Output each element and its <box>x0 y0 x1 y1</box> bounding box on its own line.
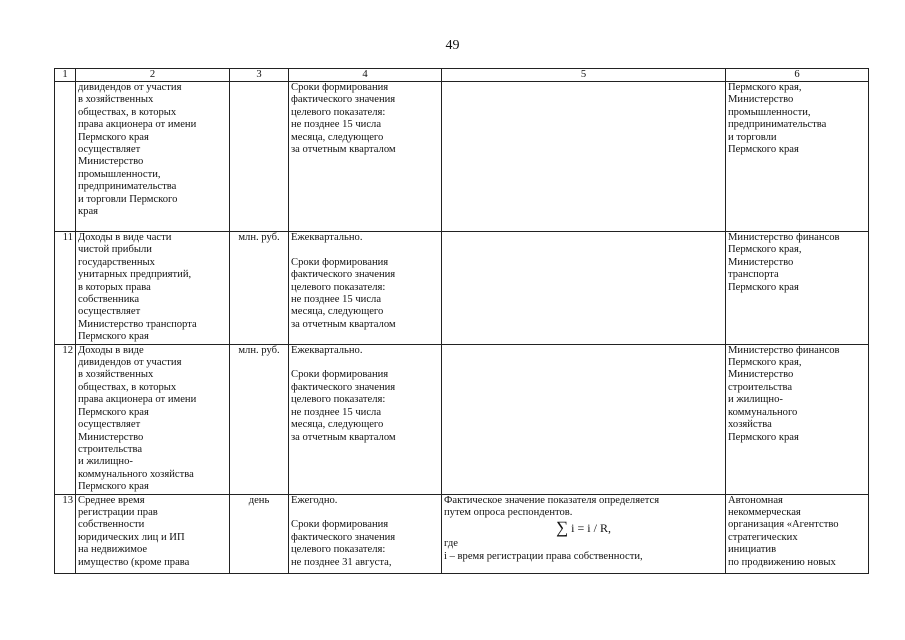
row-number: 11 <box>55 232 76 345</box>
table-row <box>55 82 869 232</box>
column-header: 3 <box>230 69 289 82</box>
indicator-name: дивидендов от участия в хозяйственных обществах, в которых права акционера от имени Пермского края осуществляет Министерство промышленности, предпринимательства и торговли Пермского края <box>76 82 230 232</box>
calculation-method <box>442 232 726 345</box>
responsible-body: Автономная некоммерческая организация «Агентство стратегических инициатив по продвижению новых <box>726 494 869 573</box>
row-number <box>55 82 76 232</box>
table-row <box>55 232 869 345</box>
column-header: 5 <box>442 69 726 82</box>
unit-of-measure: день <box>230 494 289 573</box>
indicator-name: Доходы в виде дивидендов от участия в хозяйственных обществах, в которых права акционера от имени Пермского края осуществляет Министерство строительства и жилищно- коммунального хозяйства Пермского края <box>76 344 230 494</box>
method-formula <box>444 520 723 536</box>
page-number: 49 <box>445 38 460 53</box>
indicators-table <box>54 68 869 574</box>
table-row <box>55 494 869 573</box>
method-intro: Фактическое значение показателя определяется путем опроса респондентов. <box>444 494 660 519</box>
calculation-method <box>442 494 726 573</box>
reporting-period: Сроки формирования фактического значения целевого показателя: не позднее 15 числа месяца, следующего за отчетным кварталом <box>289 82 442 232</box>
table-row <box>55 344 869 494</box>
method-where: где <box>444 538 458 550</box>
unit-of-measure: млн. руб. <box>230 344 289 494</box>
indicator-name: Среднее время регистрации прав собственности юридических лиц и ИП на недвижимое имущество (кроме права <box>76 494 230 573</box>
reporting-period: Ежеквартально. Сроки формирования фактического значения целевого показателя: не позднее 15 числа месяца, следующего за отчетным кварталом <box>289 232 442 345</box>
row-number: 12 <box>55 344 76 494</box>
column-header: 6 <box>726 69 869 82</box>
unit-of-measure <box>230 82 289 232</box>
responsible-body: Министерство финансов Пермского края, Министерство строительства и жилищно- коммунального хозяйства Пермского края <box>726 344 869 494</box>
reporting-period: Ежеквартально. Сроки формирования фактического значения целевого показателя: не позднее 15 числа месяца, следующего за отчетным кварталом <box>289 344 442 494</box>
responsible-body: Пермского края, Министерство промышленности, предпринимательства и торговли Пермского края <box>726 82 869 232</box>
calculation-method <box>442 82 726 232</box>
row-number: 13 <box>55 494 76 573</box>
table-header-row <box>55 69 869 82</box>
sigma-symbol: ∑ <box>556 518 569 538</box>
reporting-period: Ежегодно. Сроки формирования фактического значения целевого показателя: не позднее 31 августа, <box>289 494 442 573</box>
column-header: 4 <box>289 69 442 82</box>
unit-of-measure: млн. руб. <box>230 232 289 345</box>
method-definition: i – время регистрации права собственности, <box>444 550 643 562</box>
calculation-method <box>442 344 726 494</box>
column-header: 1 <box>55 69 76 82</box>
formula-expression: i = i / R, <box>571 521 611 536</box>
responsible-body: Министерство финансов Пермского края, Министерство транспорта Пермского края <box>726 232 869 345</box>
column-header: 2 <box>76 69 230 82</box>
indicator-name: Доходы в виде части чистой прибыли государственных унитарных предприятий, в которых права собственника осуществляет Министерство транспорта Пермского края <box>76 232 230 345</box>
